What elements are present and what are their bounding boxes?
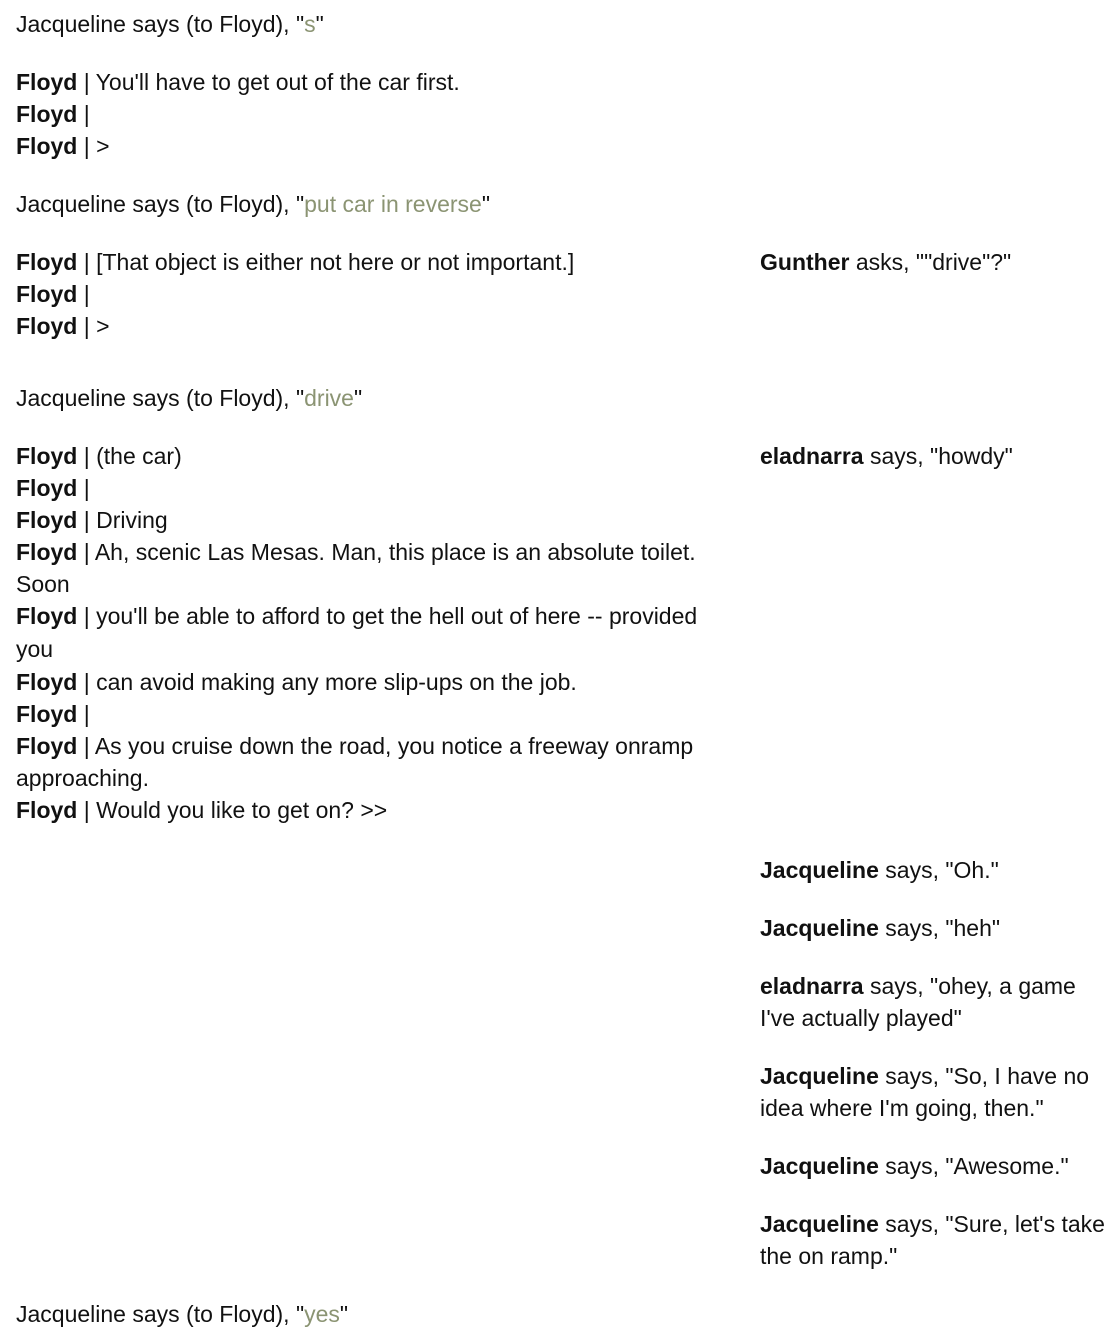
output-text: | As you cruise down the road, you notice a freeway onramp approaching. [16, 733, 694, 791]
player-command-line [16, 188, 490, 220]
game-output-line [16, 600, 736, 666]
chat-speaker: Jacqueline [760, 915, 879, 941]
output-text: | [77, 281, 90, 307]
game-output-line [16, 440, 736, 472]
chat-text: says, "heh" [878, 915, 1001, 941]
command-suffix: " [481, 191, 490, 217]
output-text: | [That object is either not here or not important.] [77, 249, 575, 275]
chat-text: says, "Sure, let's take the on ramp." [760, 1211, 1105, 1269]
command-suffix: " [339, 1301, 349, 1327]
output-text: | you'll be able to afford to get the hell out of here -- provided you [16, 603, 698, 662]
chat-text: says, "howdy" [863, 443, 1013, 469]
game-output-block [16, 66, 736, 162]
output-text: | (the car) [77, 443, 182, 469]
speaker-name: Floyd [16, 539, 78, 565]
speaker-name: Floyd [16, 797, 78, 823]
chat-speaker: Jacqueline [760, 1153, 879, 1179]
output-text: | [77, 101, 90, 127]
chat-speaker: Jacqueline [760, 1211, 879, 1237]
speaker-name: Floyd [16, 733, 78, 759]
chat-text: says, "So, I have no idea where I'm going, then." [760, 1063, 1090, 1121]
speaker-name: Floyd [16, 133, 78, 159]
output-text: | Driving [77, 507, 168, 533]
game-output-line [16, 730, 736, 794]
game-output-line [16, 98, 736, 130]
chat-message [760, 440, 1110, 472]
game-output-line [16, 504, 736, 536]
chat-text: says, "Oh." [878, 857, 999, 883]
speaker-name: Floyd [16, 101, 78, 127]
game-output-line [16, 130, 736, 162]
player-command-line [16, 8, 324, 40]
command-prefix: Jacqueline says (to Floyd), " [16, 11, 305, 37]
speaker-name: Floyd [16, 443, 78, 469]
chat-message [760, 1208, 1110, 1272]
chat-speaker: Jacqueline [760, 1063, 879, 1089]
game-output-block [16, 440, 736, 826]
chat-text: says, "ohey, a game I've actually played" [760, 973, 1076, 1031]
chat-message [760, 970, 1110, 1034]
game-output-line [16, 310, 736, 342]
chat-text: asks, ""drive"?" [849, 249, 1012, 275]
command-suffix: " [353, 385, 363, 411]
game-output-line [16, 794, 736, 826]
speaker-name: Floyd [16, 669, 78, 695]
speaker-name: Floyd [16, 507, 78, 533]
command-text: put car in reverse [304, 191, 482, 217]
chat-message [760, 912, 1110, 944]
chat-speaker: Gunther [760, 249, 850, 275]
output-text: | can avoid making any more slip-ups on the job. [77, 669, 577, 695]
speaker-name: Floyd [16, 69, 78, 95]
game-output-line [16, 472, 736, 504]
command-prefix: Jacqueline says (to Floyd), " [16, 191, 305, 217]
output-text: | Would you like to get on? >> [77, 797, 388, 823]
chat-speaker: eladnarra [760, 443, 864, 469]
speaker-name: Floyd [16, 249, 78, 275]
game-output-line [16, 666, 736, 698]
game-output-line [16, 536, 736, 600]
speaker-name: Floyd [16, 603, 78, 629]
command-text: yes [304, 1301, 340, 1327]
command-text: s [304, 11, 316, 37]
player-command-line [16, 1298, 348, 1330]
command-prefix: Jacqueline says (to Floyd), " [16, 1301, 305, 1327]
player-command-line [16, 382, 362, 414]
game-output-block [16, 246, 736, 342]
output-text: | > [77, 133, 110, 159]
speaker-name: Floyd [16, 313, 78, 339]
game-output-line [16, 246, 736, 278]
output-text: | Ah, scenic Las Mesas. Man, this place is an absolute toilet. Soon [16, 539, 696, 597]
chat-message [760, 246, 1110, 278]
chat-message [760, 854, 1110, 886]
game-output-line [16, 66, 736, 98]
game-output-line [16, 278, 736, 310]
chat-speaker: Jacqueline [760, 857, 879, 883]
chat-message [760, 1150, 1110, 1182]
output-text: | > [77, 313, 110, 339]
command-text: drive [304, 385, 354, 411]
speaker-name: Floyd [16, 475, 78, 501]
game-output-line [16, 698, 736, 730]
command-suffix: " [315, 11, 324, 37]
chat-speaker: eladnarra [760, 973, 864, 999]
chat-text: says, "Awesome." [878, 1153, 1069, 1179]
command-prefix: Jacqueline says (to Floyd), " [16, 385, 305, 411]
output-text: | [77, 475, 90, 501]
speaker-name: Floyd [16, 281, 78, 307]
output-text: | You'll have to get out of the car first. [77, 69, 460, 95]
speaker-name: Floyd [16, 701, 78, 727]
chat-message [760, 1060, 1110, 1124]
output-text: | [77, 701, 90, 727]
